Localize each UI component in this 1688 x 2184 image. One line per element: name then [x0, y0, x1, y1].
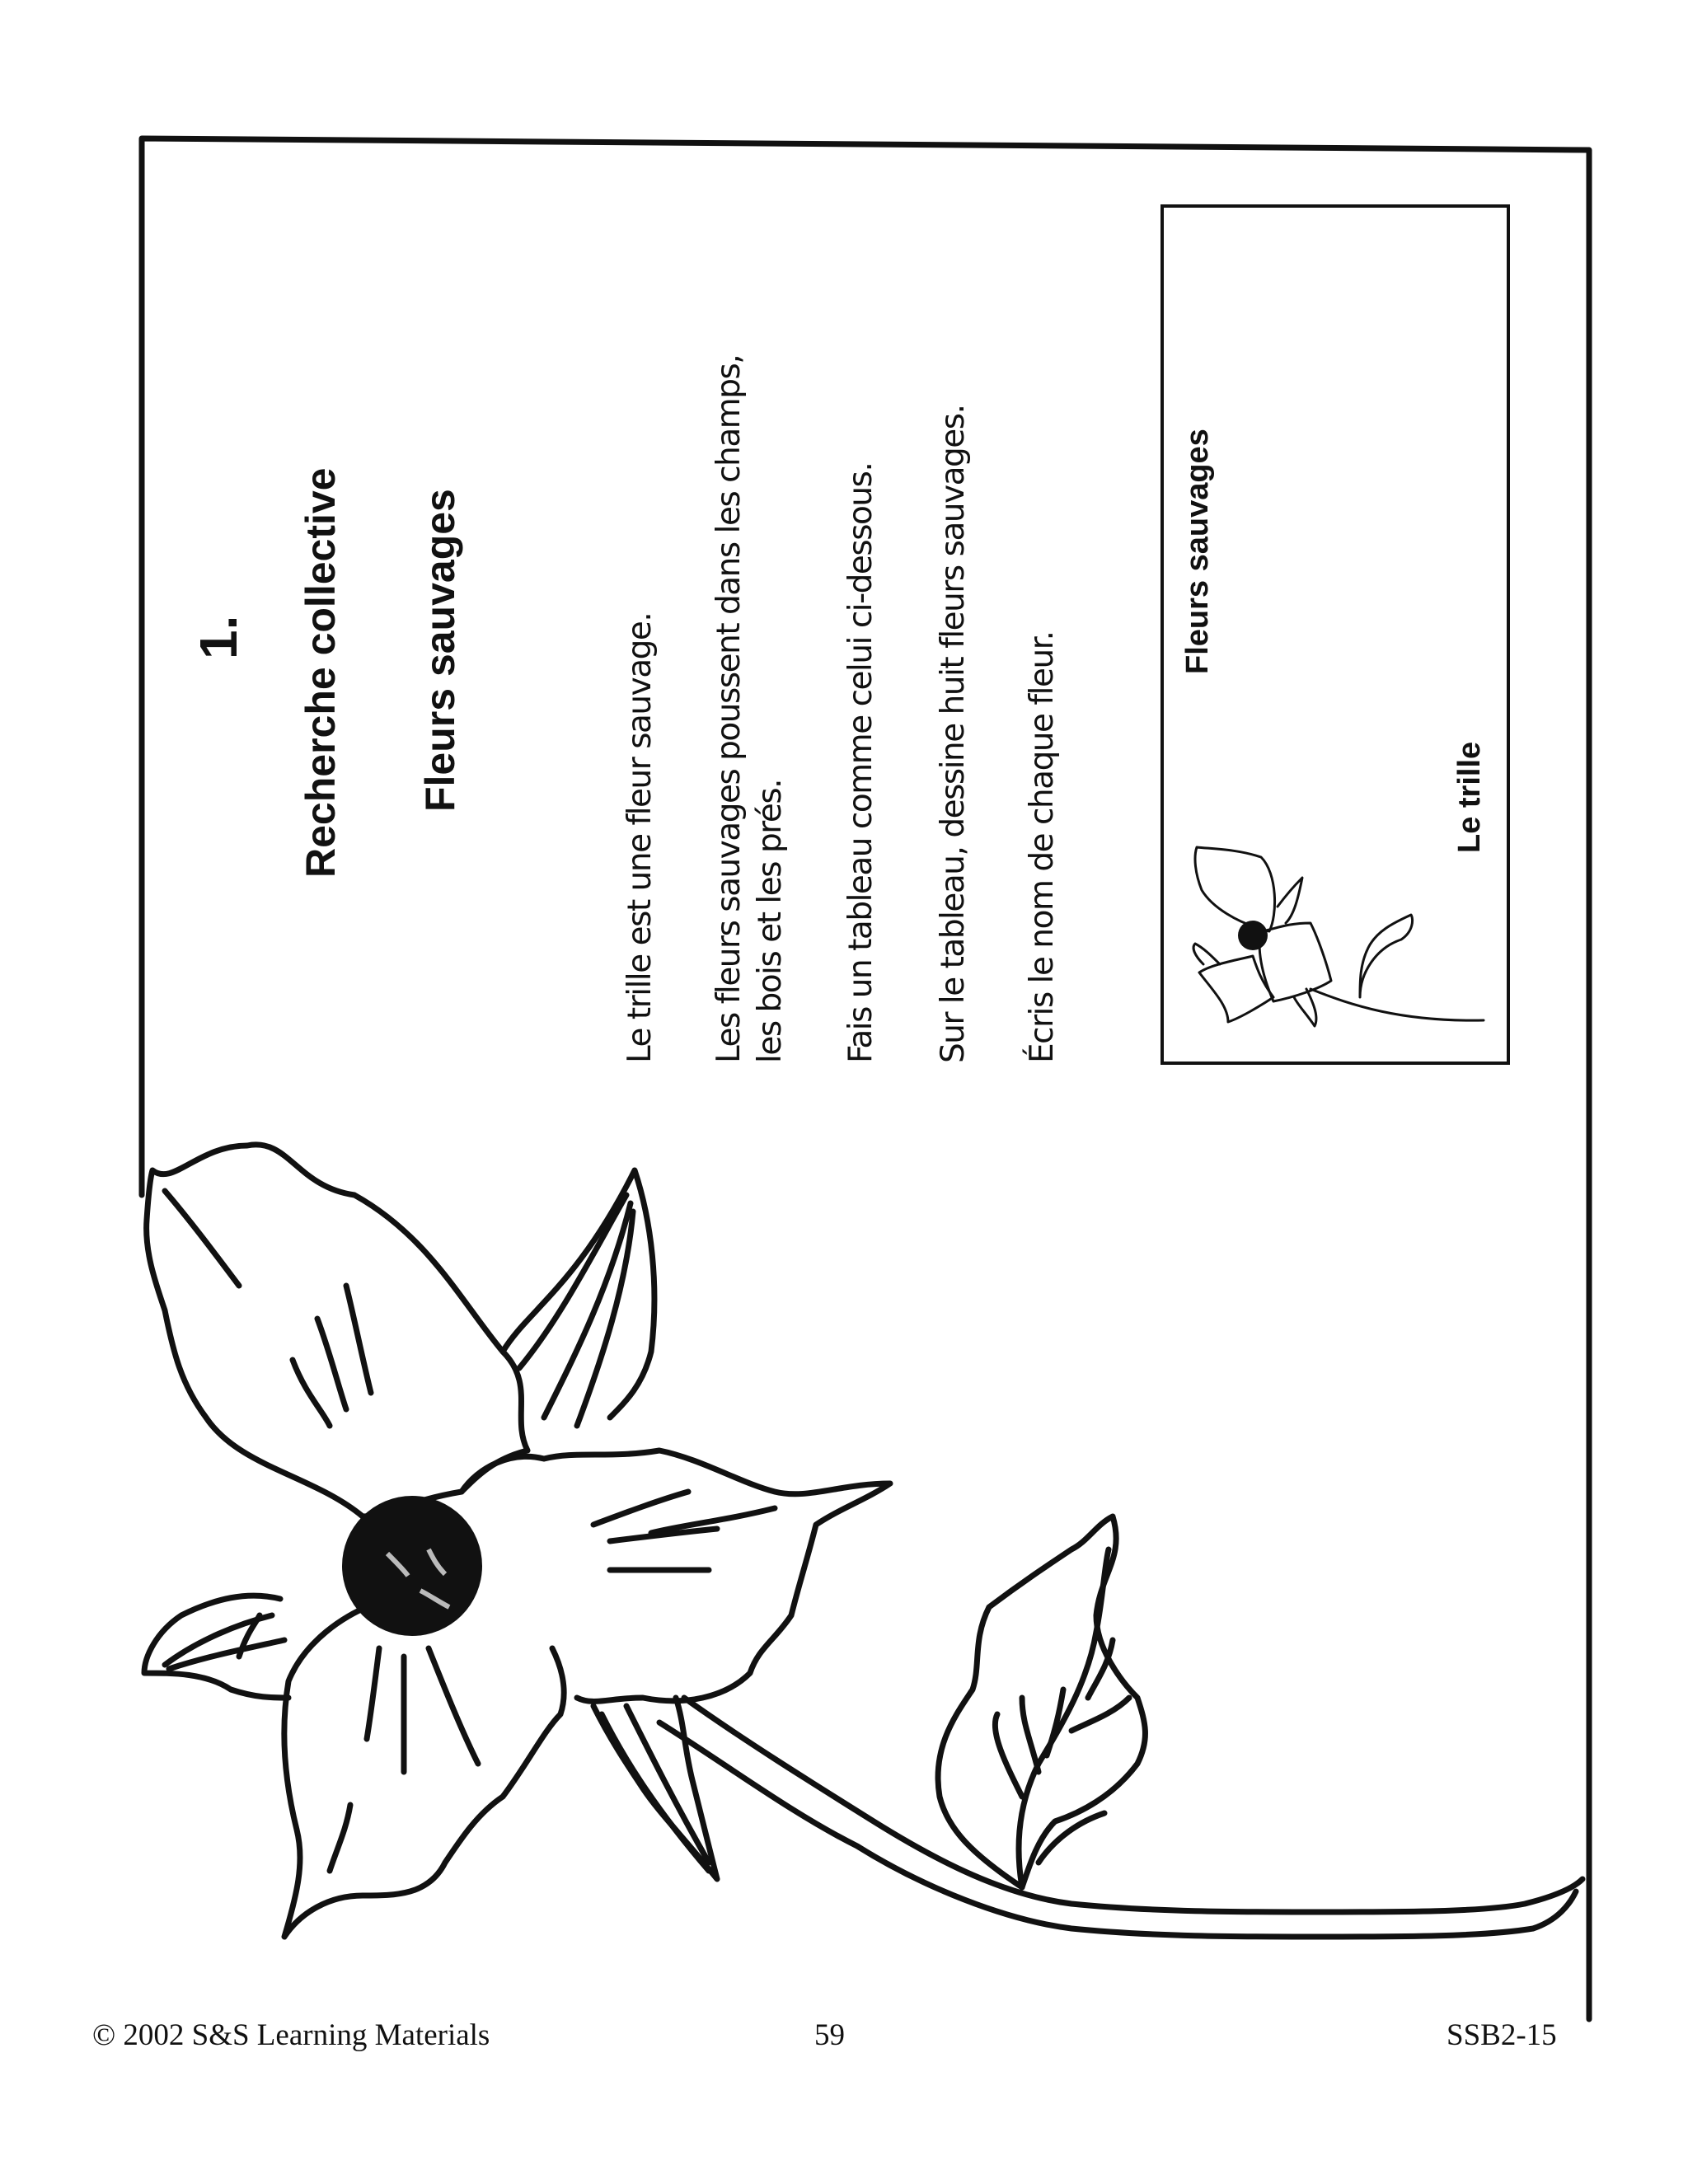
example-box-flower-label: Le trille: [1452, 741, 1487, 853]
page-subtitle: Fleurs sauvages: [417, 489, 463, 812]
instruction-5: Écris le nom de chaque fleur.: [1024, 631, 1061, 1063]
trillium-small-icon: [1193, 847, 1484, 1026]
trillium-small-center: [1238, 921, 1268, 950]
instruction-1: Le trille est une fleur sauvage.: [621, 612, 659, 1063]
instruction-4: Sur le tableau, dessine huit fleurs sauvages.: [935, 405, 972, 1063]
page-title: Recherche collective: [298, 467, 344, 878]
footer-page-number: 59: [814, 2018, 845, 2052]
activity-number: 1.: [189, 615, 248, 659]
example-box-title: Fleurs sauvages: [1180, 429, 1215, 674]
instruction-3: Fais un tableau comme celui ci-dessous.: [842, 462, 879, 1063]
instruction-2-line-2: les bois et les prés.: [752, 779, 789, 1063]
trillium-large-center: [342, 1496, 482, 1636]
instruction-2-line-1: Les fleurs sauvages poussent dans les champs,: [710, 354, 748, 1063]
footer-code: SSB2-15: [1447, 2018, 1557, 2052]
page-frame: [142, 138, 1589, 2019]
footer-copyright: © 2002 S&S Learning Materials: [92, 2018, 490, 2052]
